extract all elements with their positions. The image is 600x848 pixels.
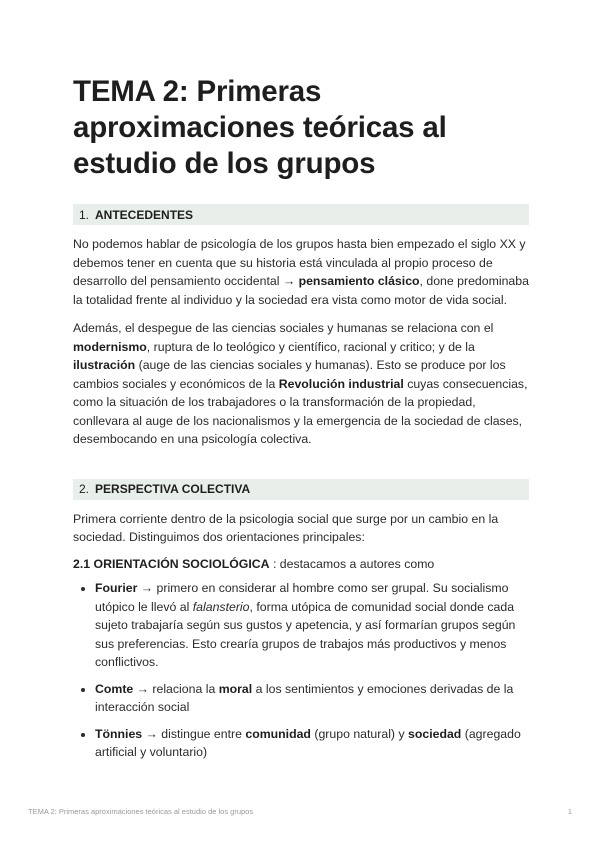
page-title: TEMA 2: Primeras aproximaciones teóricas al estudio de los grupos (73, 75, 447, 180)
list-item-comte (95, 680, 529, 717)
text: , done predominaba la totalidad frente al individuo y la sociedad era vista como motor de vida social. (73, 274, 529, 307)
page-number: 1 (567, 807, 572, 816)
text: (auge de las ciencias sociales y humanas). Esto se produce por los cambios sociales y económicos de la (73, 358, 506, 391)
bold-term: Revolución industrial (278, 376, 404, 391)
subsection-orientacion-sociologica (73, 555, 529, 574)
bold-term: moral (218, 681, 253, 696)
text: (grupo natural) y (310, 726, 409, 741)
list-item-fourier (95, 579, 529, 672)
bold-term: modernismo (73, 339, 147, 354)
bold-term: pensamiento clásico (298, 274, 420, 288)
document-page (73, 74, 529, 770)
bold-term: comunidad (245, 726, 311, 741)
text: a los sentimientos y emociones derivadas de la interacción social (95, 681, 514, 714)
paragraph-perspectiva-1: Primera corriente dentro de la psicologia social que surge por un cambio en la sociedad. Distinguimos dos orientaciones principales: (73, 511, 499, 544)
text: No podemos hablar de psicología de los grupos hasta bien empezado el siglo XX y debemos tener en cuenta que su historia está vinculada al propio proceso de desarrollo del pensamiento occidental → (73, 237, 526, 288)
italic-term: falansterio (192, 599, 250, 614)
text: : destacamos a autores como (269, 556, 435, 571)
section-heading-antecedentes (73, 204, 529, 225)
section-number: 2. (79, 482, 90, 496)
section-heading-perspectiva-colectiva (73, 479, 529, 500)
page-footer (28, 807, 572, 816)
paragraph-antecedentes-1 (73, 235, 529, 309)
text: → distingue entre (142, 726, 246, 741)
text: , ruptura de lo teológico y científico, racional y critico; y de la (146, 339, 475, 354)
bold-term: sociedad (408, 726, 462, 741)
section-title: ANTECEDENTES (95, 207, 194, 222)
authors-list (73, 579, 529, 762)
section-title: PERSPECTIVA COLECTIVA (95, 482, 251, 496)
bold-term: Fourier (95, 581, 138, 595)
text: → primero en considerar al hombre como ser grupal. Su socialismo utópico le llevó al (95, 581, 509, 614)
paragraph-antecedentes-2 (73, 319, 529, 449)
bold-term: Tönnies (95, 726, 143, 741)
footer-title: TEMA 2: Primeras aproximaciones teóricas al estudio de los grupos (28, 807, 254, 816)
text: → relaciona la (133, 681, 219, 696)
list-item-tonnies (95, 725, 529, 762)
subsection-title: 2.1 ORIENTACIÓN SOCIOLÓGICA (73, 556, 270, 571)
bold-term: Comte (95, 681, 134, 696)
text: cuyas consecuencias, como la situación de los trabajadores o la transformación de la propiedad, conllevara al auge de los nacionalismos y la emergencia de la sociedad de clases, desembocando en una psicología colectiva. (73, 376, 528, 446)
bold-term: ilustración (73, 358, 136, 372)
section-number: 1. (79, 207, 90, 222)
text: (agregado artificial y voluntario) (95, 726, 521, 759)
text: , forma utópica de comunidad social donde cada sujeto trabajaría según sus gustos y apetencia, y así formarían grupos según sus preferencias. Esto crearía grupos de trabajos más productivos y menos conflictivos. (95, 599, 516, 669)
text: Además, el despegue de las ciencias sociales y humanas se relaciona con el (73, 321, 494, 335)
